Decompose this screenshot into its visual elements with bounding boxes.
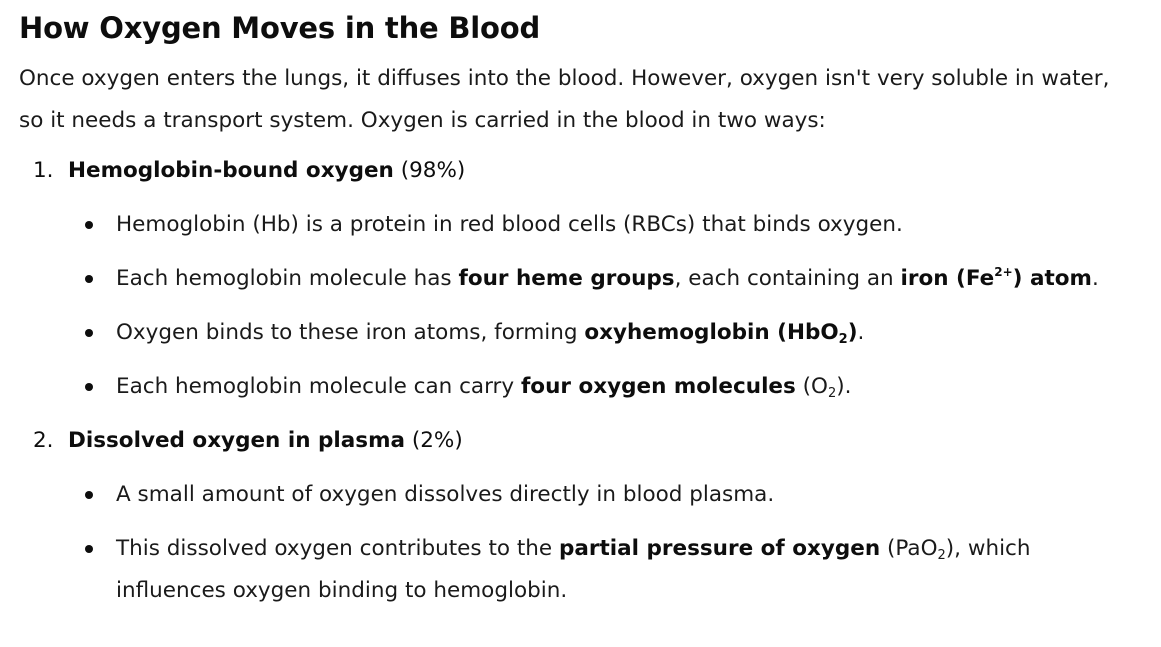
superscript: 2+ — [994, 265, 1013, 279]
list-item-heading: Dissolved oxygen in plasma — [68, 428, 405, 453]
subscript: 2 — [838, 332, 848, 347]
list-number: 1. — [33, 158, 54, 183]
bold-term-start: iron (Fe — [900, 266, 995, 291]
bullet-text-mid: , each containing an — [674, 266, 901, 291]
list-item-percent: (2%) — [404, 428, 463, 453]
subscript: 2 — [827, 386, 837, 401]
bullet-dot — [85, 545, 93, 553]
bullet-text-pre: This dissolved oxygen contributes to the — [116, 536, 559, 561]
bullet-text-post: ), which influences oxygen binding to hemoglobin. — [116, 536, 1031, 603]
bullet-text: A small amount of oxygen dissolves directly in blood plasma. — [116, 482, 775, 507]
bullet-text-pre: Each hemoglobin molecule has — [116, 266, 459, 291]
bullet-bold-term — [584, 320, 857, 345]
list-item-percent: (98%) — [393, 158, 466, 183]
subscript: 2 — [937, 548, 946, 563]
list-item-dissolved-oxygen — [19, 420, 1121, 612]
bullet-text-post: . — [857, 320, 865, 345]
bullet-text-mid: (O — [795, 374, 828, 399]
bullet-item — [68, 366, 1121, 408]
bullet-text-pre: Oxygen binds to these iron atoms, forming — [116, 320, 585, 345]
bullet-bold-term — [901, 266, 1092, 291]
bullet-text: Hemoglobin (Hb) is a protein in red blood cells (RBCs) that binds oxygen. — [116, 212, 903, 237]
bullet-dot — [85, 383, 93, 391]
bullet-item — [68, 312, 1121, 354]
bullet-dot — [85, 329, 93, 337]
numbered-list — [19, 150, 1121, 612]
bold-term-end: ) — [847, 320, 858, 345]
bullet-bold-term: four oxygen molecules — [520, 374, 796, 399]
bullet-list — [68, 474, 1121, 612]
bullet-text-post: ). — [836, 374, 852, 399]
bullet-dot — [85, 275, 93, 283]
list-item-hemoglobin — [19, 150, 1121, 408]
bullet-item — [68, 204, 1121, 246]
bullet-item — [68, 258, 1121, 300]
bold-term-start: oxyhemoglobin (HbO — [584, 320, 839, 345]
bullet-list — [68, 204, 1121, 408]
bullet-text-pre: Each hemoglobin molecule can carry — [116, 374, 521, 399]
section-heading: How Oxygen Moves in the Blood — [19, 11, 541, 45]
intro-paragraph: Once oxygen enters the lungs, it diffuses into the blood. However, oxygen isn't very soluble in water, so it needs a transport system. Oxygen is carried in the blood in two ways: — [19, 66, 1110, 133]
bullet-bold-term: four heme groups — [458, 266, 675, 291]
bullet-dot — [85, 491, 93, 499]
list-number: 2. — [33, 428, 54, 453]
bullet-item — [68, 474, 1121, 516]
bullet-bold-term: partial pressure of oxygen — [558, 536, 881, 561]
bold-term-end: ) atom — [1012, 266, 1092, 291]
bullet-text-mid: (PaO — [880, 536, 938, 561]
list-item-heading: Hemoglobin-bound oxygen — [68, 158, 394, 183]
bullet-dot — [85, 221, 93, 229]
bullet-text-post: . — [1091, 266, 1099, 291]
bullet-item — [68, 528, 1121, 612]
